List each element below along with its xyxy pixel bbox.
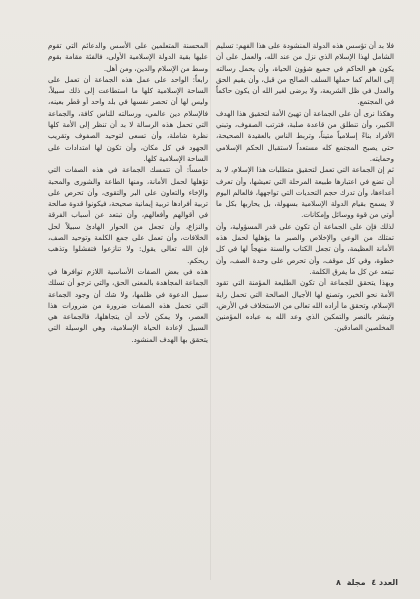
- paragraph: المحسنة المتعلمين على الأسس والدعائم التي تقوم عليها بقية الدولة الإسلامية الأولى، فالفئة مقامة بقوم وسط من الإسلام والدين، ومن أهل.: [48, 41, 208, 73]
- paragraph: رابعاً: الواحد على عمل هذه الجماعة أن تعمل على الساحة الإسلامية كلها ما استطاعت إلى ذلك سبيلاً، وليس لها أن تحصر نفسها في بلد واحد أو قطر بعينه، فالإسلام دين عالمي، ورسالته للناس كافة، والجماعة التي تحمل هذه الرسالة لا بد أن تنظر إلى الأمة كلها نظرة شاملة، وأن تسعى لتوحيد الصفوف وتقريب الجهود في كل مكان، وأن تكون لها امتدادات على الساحة الإسلامية كلها.: [48, 74, 208, 163]
- page-footer: [298, 578, 398, 588]
- issue-label: العدد ٤: [371, 578, 398, 587]
- paragraph: فلا بد أن تؤسس هذه الدولة المنشودة على هذا الفهم: تسليم الشامل لهذا الإسلام الذي نزل من عند الله، والعمل على أن يكون هو الحاكم في جميع شؤون الحياة، وأن يحمل رسالته إلى العالم كما حملها السلف الصالح من قبل، وأن يقيم الحق والعدل في ظل الشريعة، ولا يرضى لغير الله أن يكون حاكماً في المجتمع.: [216, 41, 394, 107]
- page-number: ٨: [336, 578, 341, 587]
- paragraph: ثم إن الجماعة التي تعمل لتحقيق متطلبات هذا الإسلام، لا بد أن تضع في اعتبارها طبيعة المرحلة التي تعيشها، وأن تعرف أعداءها، وأن تدرك حجم التحديات التي تواجهها، فالعالم اليوم لا يسمح بقيام الدولة الإسلامية بسهولة، بل يحاربها بكل ما أوتي من قوة ووسائل وإمكانات.: [216, 165, 394, 220]
- paragraph: هذه في بعض الصفات الأساسية اللازم توافرها في الجماعة المجاهدة بالمعنى الحق، والتي ترجو أن تسلك سبيل الدعوة في ظلمها، ولا شك أن وجود الجماعة التي تحمل هذه الصفات ضرورة من ضرورات هذا العصر، ولا يمكن لأحد أن يتجاهلها، فالجماعة هي السبيل لإعادة الحياة الإسلامية، وهي الوسيلة التي يتحقق بها الهدف المنشود.: [48, 266, 208, 344]
- paragraph: لذلك فإن على الجماعة أن تكون على قدر المسؤولية، وأن تمتلك من الوعي والإخلاص والصبر ما يؤهلها لحمل هذه الأمانة العظيمة، وأن تجعل الكتاب والسنة منهجاً لها في كل خطوة، وفي كل موقف، وأن تحرص على وحدة الصف، وأن تبتعد عن كل ما يفرق الكلمة.: [216, 221, 394, 276]
- magazine-label: مجلة: [346, 578, 366, 587]
- article-column-left: [48, 40, 208, 580]
- paragraph: خامساً: أن تتمسك الجماعة في هذه الصفات التي تؤهلها لحمل الأمانة، ومنها الطاعة والشورى والمحبة والإخاء والتعاون على البر والتقوى، وأن تحرص على تربية أفرادها تربية إيمانية صحيحة، فيكونوا قدوة صالحة في أقوالهم وأفعالهم، وأن تبتعد عن أسباب الفرقة والنزاع، وأن تجعل من الحوار الهادئ سبيلاً لحل الخلافات، وأن تعمل على جمع الكلمة وتوحيد الصف، فإن الله تعالى يقول: ولا تنازعوا فتفشلوا وتذهب ريحكم.: [48, 165, 208, 265]
- article-column-right: [216, 40, 394, 588]
- paragraph: وبهذا يتحقق للجماعة أن تكون الطليعة المؤمنة التي تقود الأمة نحو الخير، وتصنع لها الأجيال الصالحة التي تحمل راية الإسلام، وتحقق ما أراده الله تعالى من الاستخلاف في الأرض، وتبشر بالنصر والتمكين الذي وعد الله به عباده المؤمنين المخلصين الصادقين.: [216, 278, 394, 333]
- paragraph: وهكذا نرى أن على الجماعة أن تهيئ الأمة لتحقيق هذا الهدف الكبير، وأن تنطلق من قاعدة صلبة، فترتب الصفوف، وتبني الأفراد بناءً إسلامياً متيناً، وتربط الناس بالعقيدة الصحيحة، حتى يصبح المجتمع كله مستعداً لاستقبال الحكم الإسلامي وحمايته.: [216, 108, 394, 163]
- column-divider: [210, 40, 211, 580]
